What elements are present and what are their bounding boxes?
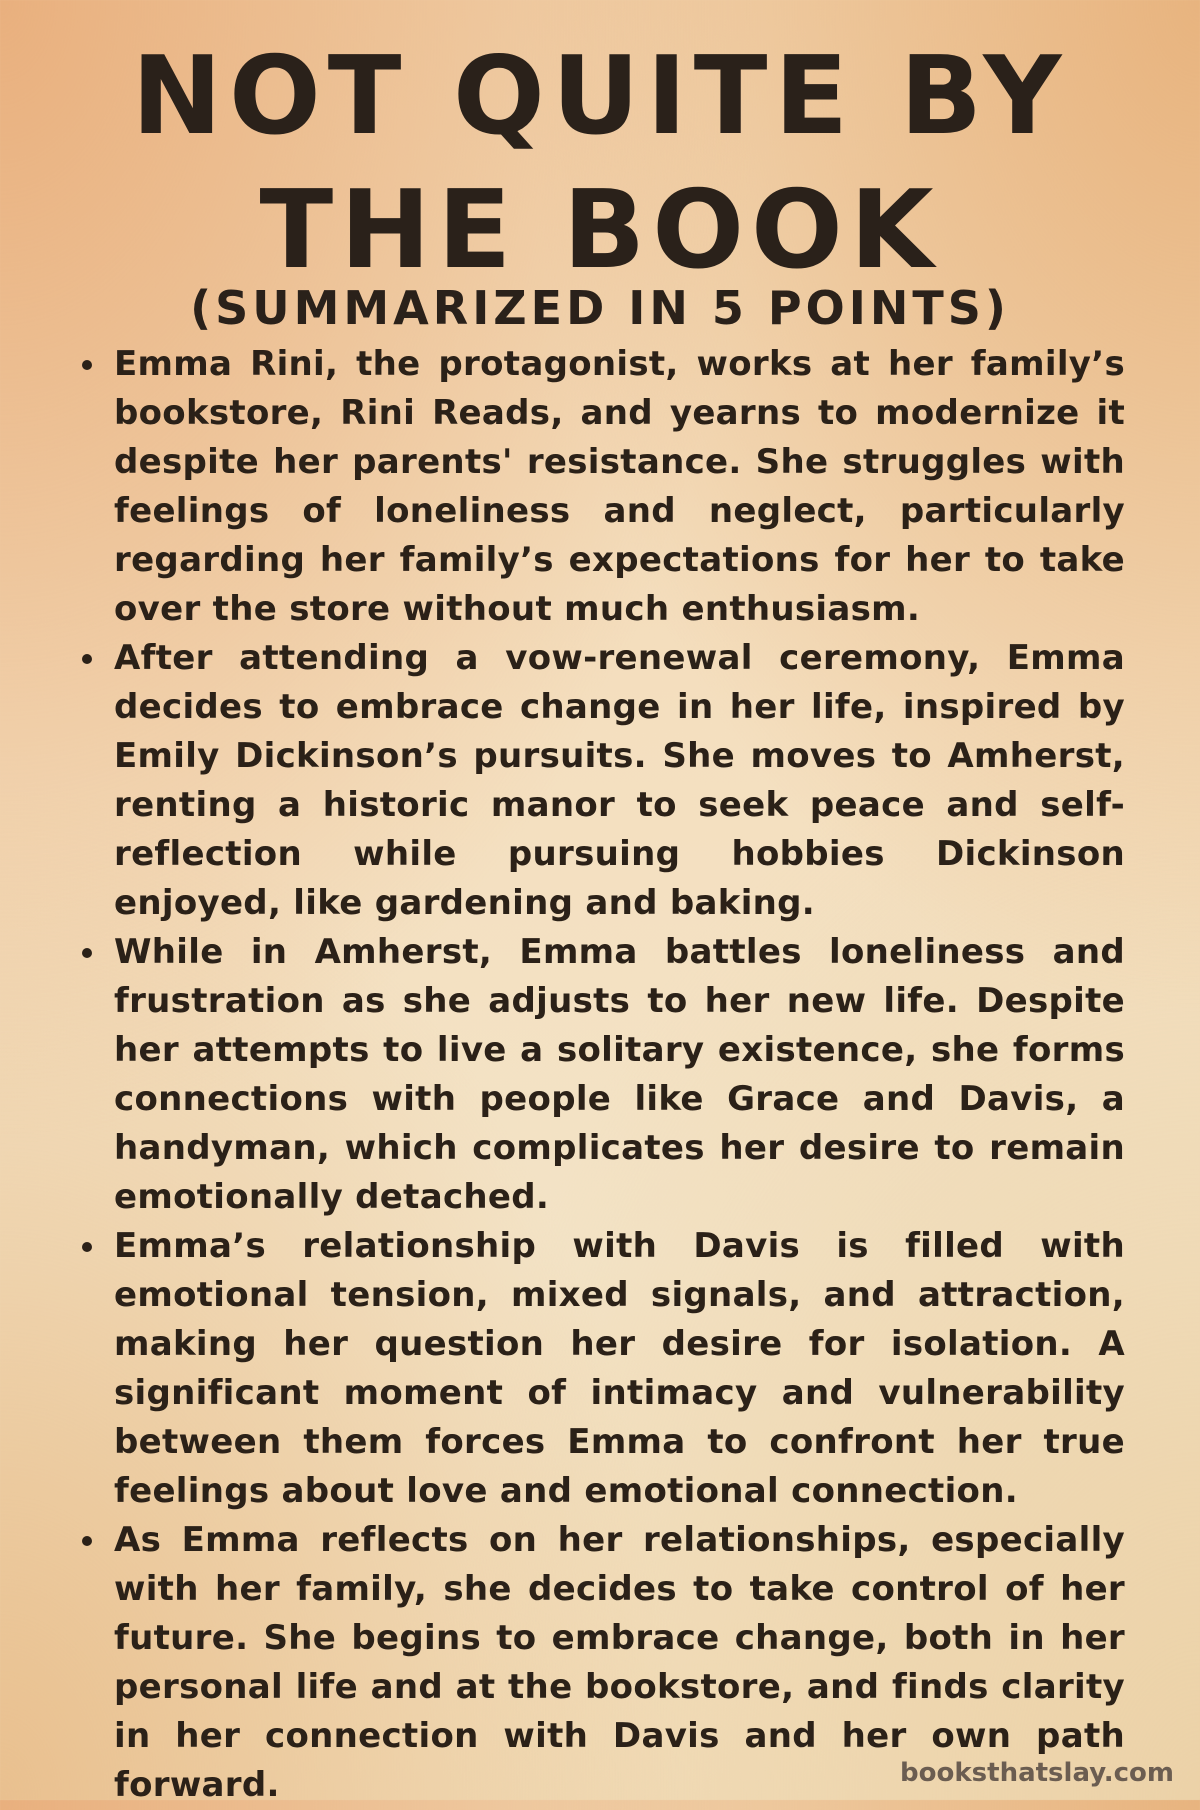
title-line-1: NOT QUITE BY — [131, 34, 1069, 159]
title-line-2: THE BOOK — [259, 168, 941, 293]
summary-point-text: As Emma reflects on her relationships, especially with her family, she decides to take control of her future. She begins to embrace change, both in her personal life and at the bookstore, and finds clarity in her connection with Davis and her own path forward. — [114, 1520, 1125, 1805]
summary-point — [82, 928, 1125, 1222]
site-watermark: booksthatslay.com — [900, 1758, 1174, 1788]
summary-point-text: Emma Rini, the protagonist, works at her family’s bookstore, Rini Reads, and yearns to modernize it despite her parents' resistance. She struggles with feelings of loneliness and neglect, particularly regarding her family’s expectations for her to take over the store without much enthusiasm. — [114, 344, 1125, 629]
summary-point — [82, 1222, 1125, 1516]
summary-point-text: While in Amherst, Emma battles loneliness and frustration as she adjusts to her new life. Despite her attempts to live a solitary existence, she forms connections with people like Grace and Davis, a handyman, which complicates her desire to remain emotionally detached. — [114, 932, 1125, 1217]
bullet-icon — [82, 1536, 92, 1546]
bullet-icon — [82, 360, 92, 370]
page-title — [0, 30, 1200, 298]
summary-point-text: Emma’s relationship with Davis is filled with emotional tension, mixed signals, and attraction, making her question her desire for isolation. A significant moment of intimacy and vulnerability between them forces Emma to confront her true feelings about love and emotional connection. — [114, 1226, 1125, 1511]
summary-points-list — [82, 340, 1125, 1810]
bullet-icon — [82, 654, 92, 664]
summary-point — [82, 340, 1125, 634]
bullet-icon — [82, 1242, 92, 1252]
summary-point-text: After attending a vow-renewal ceremony, Emma decides to embrace change in her life, inspired by Emily Dickinson’s pursuits. She moves to Amherst, renting a historic manor to seek peace and self-reflection while pursuing hobbies Dickinson enjoyed, like gardening and baking. — [114, 638, 1125, 923]
bullet-icon — [82, 948, 92, 958]
page-subtitle: (SUMMARIZED IN 5 POINTS) — [190, 281, 1010, 335]
summary-point — [82, 634, 1125, 928]
